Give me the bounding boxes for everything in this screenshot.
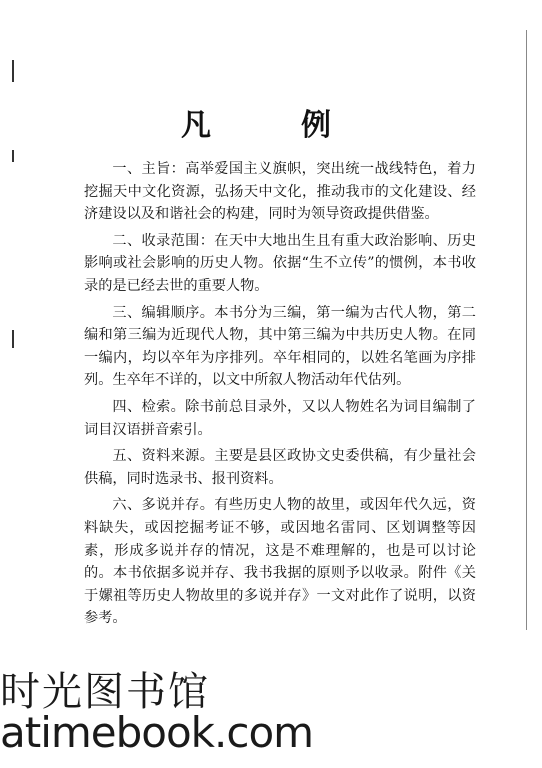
left-edge-mark — [12, 330, 14, 348]
paragraph-index: 四、检索。除书前总目录外，又以人物姓名为词目编制了词目汉语拼音索引。 — [84, 398, 476, 438]
paragraph-scope: 二、收录范围：在天中大地出生且有重大政治影响、历史影响或社会影响的历史人物。依据“生不立传”的惯例，本书收录的是已经去世的重要人物。 — [84, 232, 476, 294]
page-title: 凡 例 — [181, 108, 361, 143]
paragraph-purpose: 一、主旨：高举爱国主义旗帜，突出统一战线特色，着力挖掘天中文化资源，弘扬天中文化，推动我市的文化建设、经济建设以及和谐社会的构建，同时为领导资政提供借鉴。 — [84, 161, 476, 223]
paragraph-multiple-views: 六、多说并存。有些历史人物的故里，或因年代久远，资料缺失，或因挖掘考证不够，或因地名雷同、区划调整等因素，形成多说并存的情况，这是不难理解的，也是可以讨论的。本书依据多说并存、我书我据的原则予以收录。附件《关于嫘祖等历史人物故里的多说并存》一文对此作了说明，以资参考。 — [84, 497, 476, 627]
paragraph-sources: 五、资料来源。主要是县区政协文史委供稿，有少量社会供稿，同时选录书、报刊资料。 — [84, 448, 476, 487]
document-body — [84, 158, 476, 634]
left-edge-mark — [12, 150, 14, 162]
left-edge-mark — [12, 60, 14, 82]
paragraph-order: 三、编辑顺序。本书分为三编，第一编为古代人物，第二编和第三编为近现代人物，其中第三编为中共历史人物。在同一编内，均以卒年为序排列。卒年相同的，以姓名笔画为序排列。生卒年不详的，以文中所叙人物活动年代估列。 — [84, 304, 476, 389]
watermark-url: atimebook.com — [0, 708, 314, 757]
watermark-chinese: 时光图书馆 — [0, 669, 210, 715]
